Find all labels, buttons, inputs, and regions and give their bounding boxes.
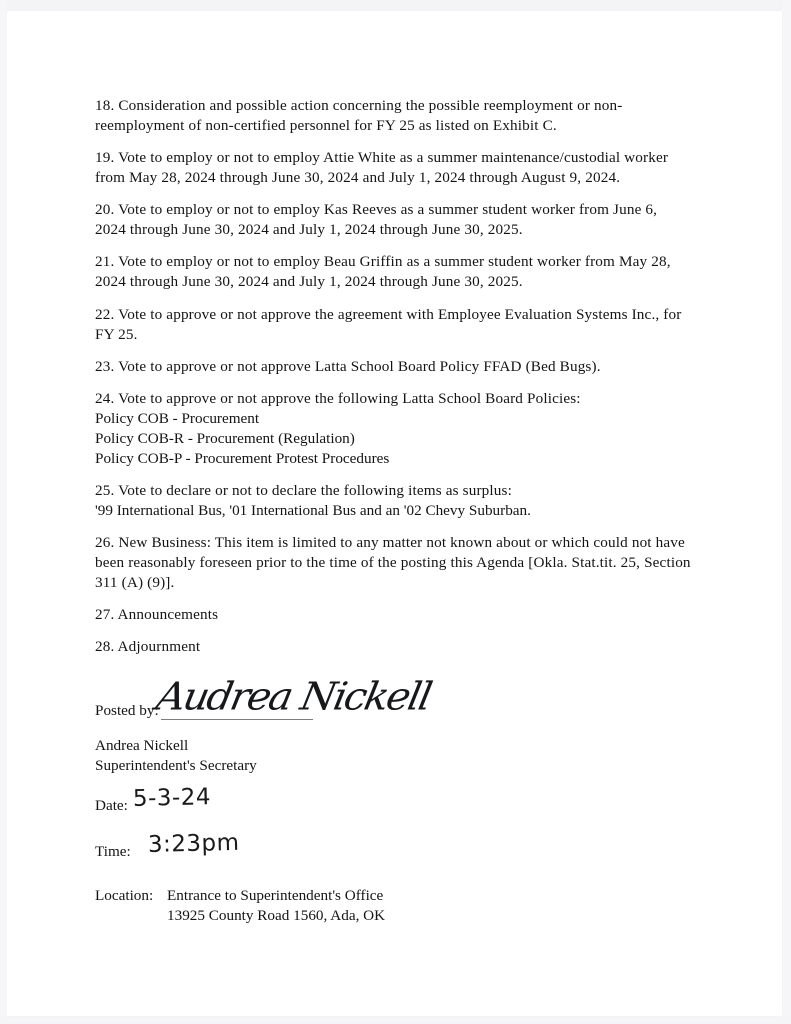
handwritten-signature: Audrea Nickell <box>152 675 434 720</box>
signer-title: Superintendent's Secretary <box>95 757 257 775</box>
paper-sheet <box>7 11 782 1016</box>
scan-margin-bottom <box>0 1016 791 1024</box>
agenda-item-24-heading: 24. Vote to approve or not approve the following Latta School Board Policies: <box>95 389 581 407</box>
policy-line-cob: Policy COB - Procurement <box>95 409 260 427</box>
location-line-1: Entrance to Superintendent's Office <box>167 886 384 904</box>
agenda-item-26: 26. New Business: This item is limited to any matter not known about or which could not have been reasonably foreseen prior to the time of the posting this Agenda [Okla. Stat.tit. 25, Section 311 (A) (9)]. <box>95 534 691 592</box>
scan-margin-right <box>782 0 791 1024</box>
agenda-item-18: 18. Consideration and possible action concerning the possible reemployment or non-reemployment of non-certified personnel for FY 25 as listed on Exhibit C. <box>95 97 623 135</box>
location-block <box>95 886 692 926</box>
time-label: Time: <box>95 842 131 860</box>
scan-margin-left <box>0 0 7 1024</box>
agenda-item-27: 27. Announcements <box>95 606 219 624</box>
date-label: Date: <box>95 796 128 814</box>
posted-by-row <box>95 675 692 726</box>
signer-name: Andrea Nickell <box>95 737 189 755</box>
time-row <box>95 829 692 868</box>
agenda-item-23: 23. Vote to approve or not approve Latta School Board Policy FFAD (Bed Bugs). <box>95 357 601 375</box>
document-body <box>95 96 692 926</box>
agenda-item-19: 19. Vote to employ or not to employ Attie White as a summer maintenance/custodial worker from May 28, 2024 through June 30, 2024 and July 1, 2024 through August 9, 2024. <box>95 149 669 187</box>
agenda-item-28: 28. Adjournment <box>95 638 201 656</box>
handwritten-time-value: 3:23pm <box>147 829 240 858</box>
scan-margin-top <box>0 0 791 11</box>
location-lines <box>167 886 692 926</box>
agenda-item-20: 20. Vote to employ or not to employ Kas Reeves as a summer student worker from June 6, 2024 through June 30, 2024 and July 1, 2024 through June 30, 2025. <box>95 201 658 239</box>
signature-rule <box>161 719 313 720</box>
location-label: Location: <box>95 886 154 904</box>
location-line-2: 13925 County Road 1560, Ada, OK <box>167 907 386 925</box>
surplus-items-list: '99 International Bus, '01 International Bus and an '02 Chevy Suburban. <box>95 502 531 519</box>
agenda-item-22: 22. Vote to approve or not approve the agreement with Employee Evaluation Systems Inc., for FY 25. <box>95 305 682 343</box>
policy-line-cob-r: Policy COB-R - Procurement (Regulation) <box>95 429 355 447</box>
agenda-item-25-heading: 25. Vote to declare or not to declare the following items as surplus: <box>95 481 512 499</box>
posted-by-label: Posted by: <box>95 702 159 720</box>
date-row <box>95 783 692 822</box>
handwritten-date-value: 5-3-24 <box>132 783 212 812</box>
policy-line-cob-p: Policy COB-P - Procurement Protest Procedures <box>95 449 390 467</box>
agenda-item-21: 21. Vote to employ or not to employ Beau Griffin as a summer student worker from May 28, 2024 through June 30, 2024 and July 1, 2024 through June 30, 2025. <box>95 253 671 291</box>
